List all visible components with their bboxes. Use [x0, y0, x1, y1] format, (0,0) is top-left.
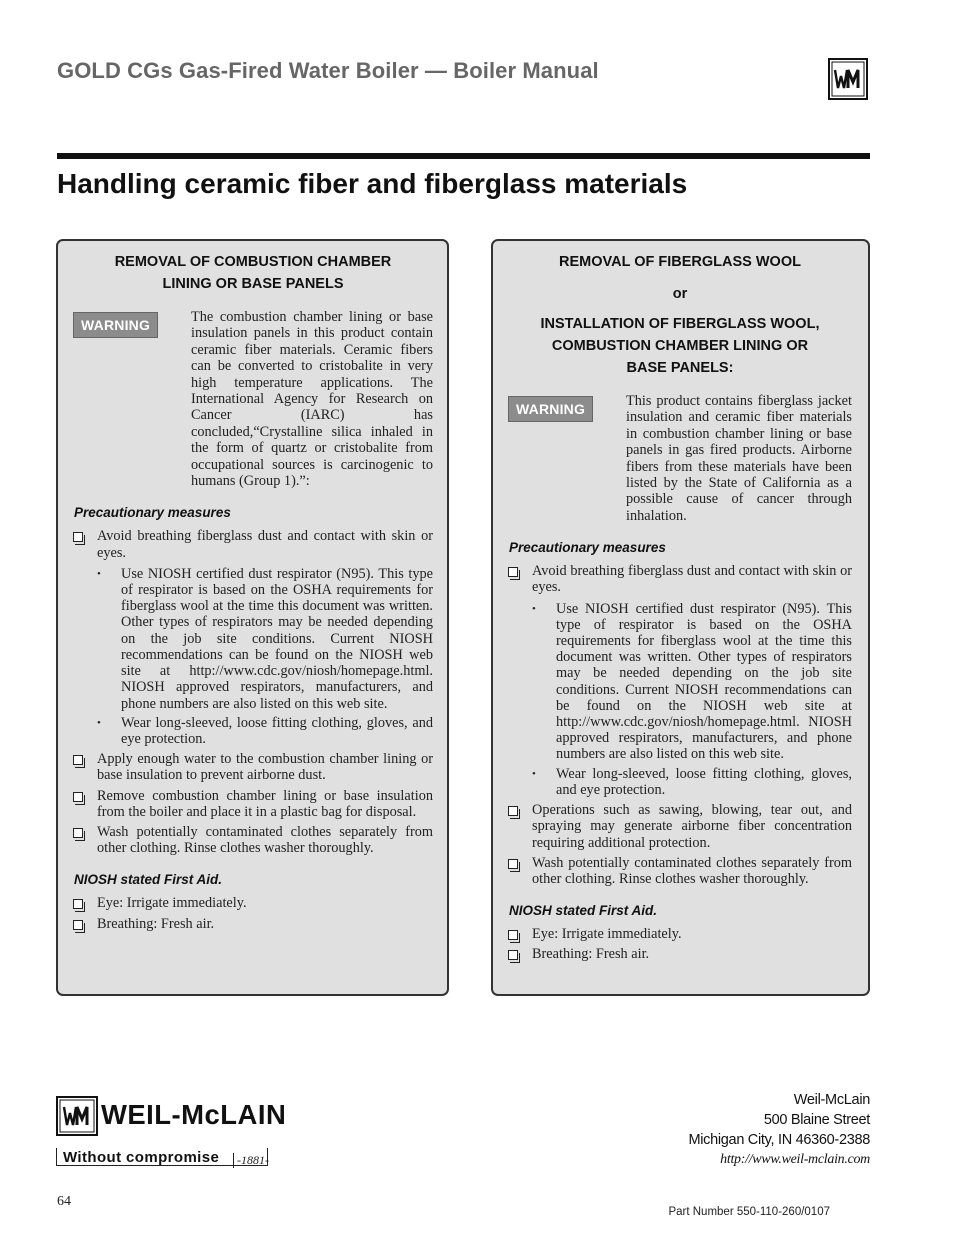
ceramic-fiber-removal-panel	[56, 239, 449, 996]
checkbox-icon	[508, 567, 518, 577]
part-number: Part Number 550-110-260/0107	[668, 1206, 830, 1218]
checkbox-icon	[73, 755, 83, 765]
list-item	[508, 946, 852, 962]
panel-heading: REMOVAL OF FIBERGLASS WOOL	[559, 254, 801, 270]
company-name: Weil-McLain	[793, 1092, 870, 1108]
list-item	[73, 824, 433, 856]
precaution-list	[73, 528, 433, 856]
heading-line: REMOVAL OF COMBUSTION CHAMBER	[114, 254, 392, 270]
warning-badge: WARNING	[508, 396, 593, 422]
sub-list-item: • Wear long-sleeved, loose fitting clothing, gloves, and eye protection.	[97, 715, 433, 747]
list-item-text: Eye: Irrigate immediately.	[532, 926, 682, 943]
list-item	[508, 802, 852, 851]
brand-wordmark: WEIL-McLAIN	[101, 1099, 287, 1130]
list-item-text: Apply enough water to the combustion chamber lining or base insulation to prevent airborne dust.	[97, 751, 433, 784]
warning-text: The combustion chamber lining or base insulation panels in this product contain ceramic fiber materials. Ceramic fibers can be converted to cristobalite in very high temperature applications. The International Agency for Research on Cancer (IARC) has concluded,“Crystalline silica inhaled in the form of quartz or cristobalite from occupational sources is carcinogenic to humans (Group 1).”:	[191, 309, 433, 490]
wm-logo-icon	[828, 58, 868, 100]
list-item	[73, 788, 433, 820]
street-address: 500 Blaine Street	[763, 1112, 870, 1128]
checkbox-icon	[508, 859, 518, 869]
list-item-text: Avoid breathing fiberglass dust and contact with skin or eyes.	[97, 528, 433, 561]
page-title: Handling ceramic fiber and fiberglass materials	[57, 168, 688, 199]
header-rule	[57, 153, 870, 159]
first-aid-heading: NIOSH stated First Aid.	[74, 872, 223, 888]
list-item	[73, 895, 433, 911]
list-item	[73, 751, 433, 783]
list-item-text: Breathing: Fresh air.	[97, 915, 215, 932]
list-item	[508, 855, 852, 887]
panel-heading	[508, 313, 852, 379]
precaution-heading: Precautionary measures	[74, 505, 231, 521]
panel-heading-or: or	[672, 286, 688, 302]
city-address: Michigan City, IN 46360-2388	[688, 1132, 870, 1148]
checkbox-icon	[73, 920, 83, 930]
sub-list-item: • Wear long-sleeved, loose fitting clothing, gloves, and eye protection.	[532, 766, 852, 798]
warning-block	[508, 393, 852, 524]
checkbox-icon	[73, 828, 83, 838]
list-item-text: Remove combustion chamber lining or base insulation from the boiler and place it in a plastic bag for disposal.	[97, 787, 433, 820]
company-address	[688, 1090, 870, 1170]
checkbox-icon	[73, 532, 83, 542]
first-aid-heading: NIOSH stated First Aid.	[509, 903, 658, 919]
list-item	[508, 563, 852, 798]
list-item-text: Eye: Irrigate immediately.	[97, 895, 247, 912]
heading-line: COMBUSTION CHAMBER LINING OR	[551, 338, 809, 354]
list-item-text: Wash potentially contaminated clothes separately from other clothing. Rinse clothes washer thoroughly.	[97, 823, 433, 857]
warning-text: This product contains fiberglass jacket insulation and ceramic fiber materials in combustion chamber lining or base panels in gas fired products. Airborne fibers from these materials have been listed by the State of California as a possible cause of cancer through inhalation.	[626, 393, 852, 524]
warning-badge: WARNING	[73, 312, 158, 338]
website-link[interactable]: http://www.weil-mclain.com	[720, 1152, 870, 1167]
brand-tagline: Without compromise	[63, 1149, 220, 1166]
sub-list-item: • Use NIOSH certified dust respirator (N95). This type of respirator is based on the OSHA requirements for fiberglass wool at the time this document was written. Other types of respirators may be needed depending on the job site conditions. Current NIOSH recommendations can be found on the NIOSH web site at http://www.cdc.gov/niosh/homepage.html. NIOSH approved respirators, manufacturers, and phone numbers are also listed on this web site.	[97, 566, 433, 712]
checkbox-icon	[73, 792, 83, 802]
fiberglass-wool-panel	[491, 239, 870, 996]
wm-brand-logo-icon	[56, 1096, 98, 1141]
list-item	[73, 528, 433, 747]
heading-line: INSTALLATION OF FIBERGLASS WOOL,	[540, 316, 820, 332]
precaution-heading: Precautionary measures	[509, 540, 666, 556]
checkbox-icon	[508, 806, 518, 816]
precaution-list	[508, 563, 852, 887]
checkbox-icon	[508, 950, 518, 960]
page-number: 64	[57, 1194, 71, 1209]
panel-heading	[73, 251, 433, 295]
heading-line: LINING OR BASE PANELS	[162, 276, 344, 292]
heading-line: BASE PANELS:	[626, 360, 734, 376]
list-item-text: Avoid breathing fiberglass dust and contact with skin or eyes.	[532, 563, 852, 596]
checkbox-icon	[508, 930, 518, 940]
first-aid-list	[508, 926, 852, 962]
list-item	[508, 926, 852, 942]
list-item	[73, 916, 433, 932]
sub-list	[532, 601, 852, 798]
list-item-text: Breathing: Fresh air.	[532, 946, 650, 963]
sub-list	[97, 566, 433, 747]
brand-year: -1881-	[233, 1153, 269, 1168]
manual-header-title: GOLD CGs Gas-Fired Water Boiler — Boiler Manual	[57, 58, 599, 83]
sub-list-item: • Use NIOSH certified dust respirator (N95). This type of respirator is based on the OSHA requirements for fiberglass wool at the time this document was written. Other types of respirators may be needed depending on the job site conditions. Current NIOSH recommendations can be found on the NIOSH web site at http://www.cdc.gov/niosh/homepage.html. NIOSH approved respirators, manufacturers, and phone numbers are also listed on this web site.	[532, 601, 852, 763]
list-item-text: Wash potentially contaminated clothes separately from other clothing. Rinse clothes washer thoroughly.	[532, 854, 852, 887]
warning-block	[73, 309, 433, 489]
checkbox-icon	[73, 899, 83, 909]
first-aid-list	[73, 895, 433, 931]
list-item-text: Operations such as sawing, blowing, tear out, and spraying may generate airborne fiber concentration requiring additional protection.	[532, 802, 852, 851]
